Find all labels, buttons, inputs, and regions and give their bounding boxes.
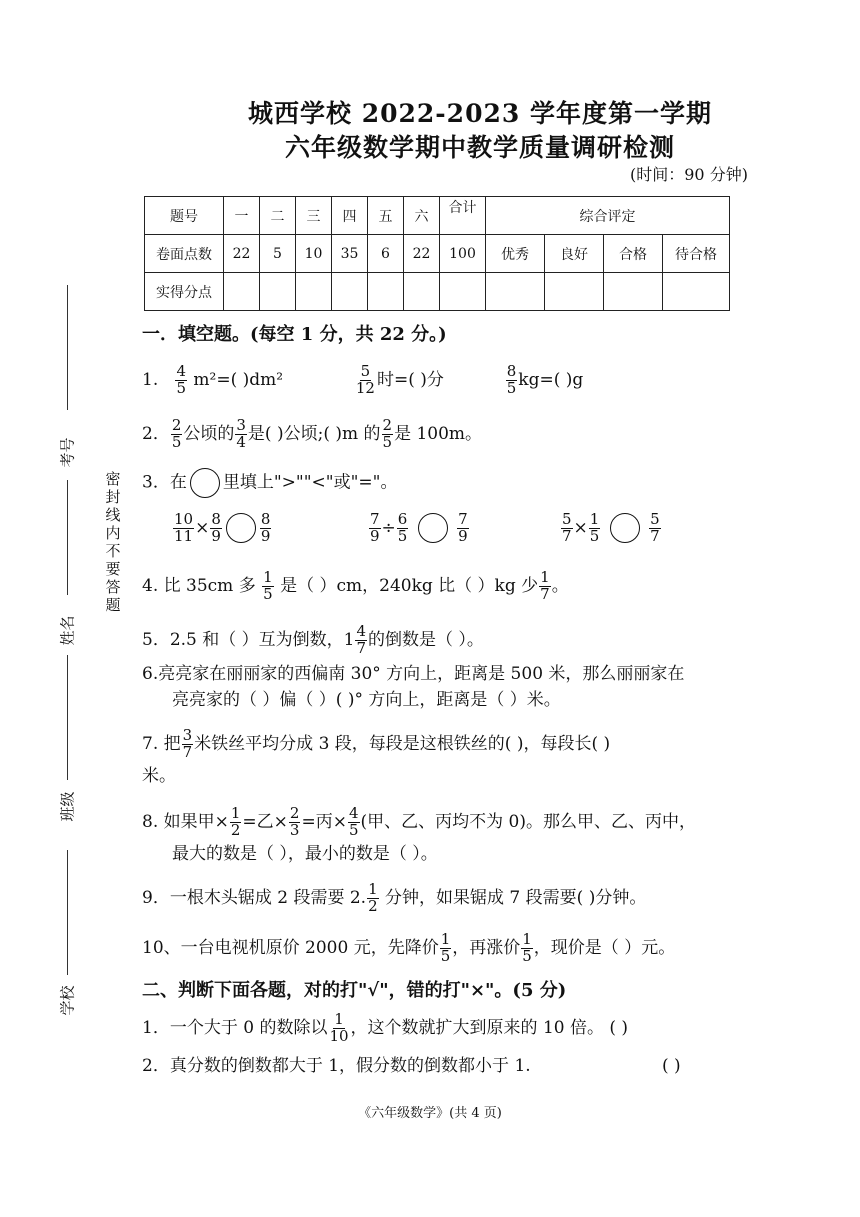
table-cell: 一 xyxy=(224,197,260,235)
fraction: $\frac{8}{5}$ xyxy=(506,362,517,397)
side-fill-line xyxy=(67,480,68,595)
question-text: 3．在 xyxy=(142,472,187,493)
seal-char: 不 xyxy=(105,542,121,560)
question-3 xyxy=(142,468,397,498)
compare-circle[interactable] xyxy=(610,513,640,543)
table-cell: 卷面点数 xyxy=(145,235,224,273)
question-4: 4. 比 35cm 多 $\frac{1}{5}$ 是（ ）cm，240kg 比（ ）kg 少 $\frac{1}{7}$ 。 xyxy=(142,568,569,603)
compare-circle-icon xyxy=(190,468,220,498)
question-6: 6.亮亮家在丽丽家的西偏南 30° 方向上，距离是 500 米，那么丽丽家在 xyxy=(142,664,685,684)
seal-char: 题 xyxy=(105,596,121,614)
table-cell: 题号 xyxy=(145,197,224,235)
side-label-school: 学校 xyxy=(58,985,77,1016)
question-text: kg=( )g xyxy=(518,369,584,390)
table-cell: 35 xyxy=(332,235,368,273)
table-row xyxy=(145,197,730,235)
question-9: 9．一根木头锯成 2 段需要 2. $\frac{1}{2}$ 分钟，如果锯成 7 段需要( )分钟。 xyxy=(142,880,647,915)
table-cell: 五 xyxy=(368,197,404,235)
table-cell: 二 xyxy=(260,197,296,235)
seal-char: 答 xyxy=(105,578,121,596)
table-cell: 六 xyxy=(404,197,440,235)
table-cell: 22 xyxy=(404,235,440,273)
question-number: 1. xyxy=(142,369,159,390)
question-8: 8. 如果甲× $\frac{1}{2}$ =乙× $\frac{2}{3}$ =丙× $\frac{4}{5}$ (甲、乙、丙均不为 0)。那么甲、乙、丙中， xyxy=(142,804,696,839)
page-footer: 《六年级数学》(共 4 页) xyxy=(358,1106,502,1121)
seal-char: 封 xyxy=(105,488,121,506)
compare-circle[interactable] xyxy=(418,513,448,543)
question-7: 7. 把 $\frac{3}{7}$ 米铁丝平均分成 3 段，每段是这根铁丝的( )，每段长( ) xyxy=(142,726,611,761)
fraction: $\frac{4}{5}$ xyxy=(176,362,186,397)
question-6-line2: 亮亮家的（ ）偏（ ）( )° 方向上，距离是（ ）米。 xyxy=(172,690,561,710)
table-cell: 三 xyxy=(296,197,332,235)
question-2 xyxy=(142,418,482,451)
score-input-cell[interactable] xyxy=(224,273,260,311)
question-text: 是 100m。 xyxy=(394,423,483,444)
question-10: 10、一台电视机原价 2000 元，先降价 $\frac{1}{5}$ ，再涨价 $\frac{1}{5}$ ，现价是（ ）元。 xyxy=(142,930,676,965)
fraction: $\frac{2}{5}$ xyxy=(382,416,393,451)
score-input-cell[interactable] xyxy=(260,273,296,311)
compare-circle[interactable] xyxy=(226,513,256,543)
seal-line-notice xyxy=(103,470,123,614)
table-row xyxy=(145,273,730,311)
table-cell: 100 xyxy=(440,235,486,273)
side-fill-line xyxy=(67,850,68,975)
table-cell: 22 xyxy=(224,235,260,273)
seal-char: 密 xyxy=(105,470,121,488)
score-input-cell[interactable] xyxy=(296,273,332,311)
section-title: 二、判断下面各题，对的打"√"，错的打"×"。(5 分) xyxy=(142,980,567,1001)
exam-title-line2: 六年级数学期中教学质量调研检测 xyxy=(284,133,675,162)
score-input-cell[interactable] xyxy=(663,273,730,311)
compare-expression: $\frac{5}{7}$ × $\frac{1}{5}$ $\frac{5}{7}$ xyxy=(562,510,660,545)
score-input-cell[interactable] xyxy=(604,273,663,311)
judge-2-answer-paren[interactable]: ( ) xyxy=(662,1056,681,1076)
table-cell: 合格 xyxy=(604,235,663,273)
table-cell: 5 xyxy=(260,235,296,273)
score-input-cell[interactable] xyxy=(545,273,604,311)
section-title: 一．填空题。(每空 1 分，共 22 分。) xyxy=(142,324,447,345)
time-note: (时间：90 分钟) xyxy=(630,165,748,184)
table-cell: 6 xyxy=(368,235,404,273)
side-label-class: 班级 xyxy=(58,791,77,822)
score-table xyxy=(144,196,730,311)
question-number: 2． xyxy=(142,423,170,444)
seal-char: 线 xyxy=(105,506,121,524)
judge-1: 1．一个大于 0 的数除以 $\frac{1}{10}$ ，这个数就扩大到原来的 10 倍。 ( ) xyxy=(142,1010,629,1045)
compare-expression: $\frac{7}{9}$ ÷ $\frac{6}{5}$ $\frac{7}{9}$ xyxy=(370,510,468,545)
question-text: 里填上">""<"或"="。 xyxy=(222,472,398,493)
table-cell: 合计 xyxy=(440,197,486,235)
compare-expression: $\frac{10}{11}$ × $\frac{8}{9}$ $\frac{8}{9}$ xyxy=(174,510,271,545)
question-1 xyxy=(142,364,583,397)
table-cell: 实得分点 xyxy=(145,273,224,311)
question-8-line2: 最大的数是（ ），最小的数是（ ）。 xyxy=(172,844,438,864)
exam-title-line1: 城西学校 2022-2023 学年度第一学期 xyxy=(248,99,712,128)
judge-2: 2．真分数的倒数都大于 1，假分数的倒数都小于 1. xyxy=(142,1056,531,1076)
question-text: 公顷的 xyxy=(183,423,235,444)
table-cell: 综合评定 xyxy=(486,197,730,235)
side-label-exam-no: 考号 xyxy=(58,437,77,468)
fraction: $\frac{5}{12}$ xyxy=(355,362,375,397)
score-input-cell[interactable] xyxy=(332,273,368,311)
score-input-cell[interactable] xyxy=(368,273,404,311)
question-text: m²=( )dm² xyxy=(193,369,284,390)
side-label-name: 姓名 xyxy=(58,615,77,646)
score-input-cell[interactable] xyxy=(440,273,486,311)
table-cell: 10 xyxy=(296,235,332,273)
seal-char: 内 xyxy=(105,524,121,542)
question-7-line2: 米。 xyxy=(142,766,176,786)
table-cell: 优秀 xyxy=(486,235,545,273)
side-fill-line xyxy=(67,285,68,410)
table-cell: 良好 xyxy=(545,235,604,273)
score-input-cell[interactable] xyxy=(486,273,545,311)
seal-char: 要 xyxy=(105,560,121,578)
side-fill-line xyxy=(67,655,68,780)
fraction: $\frac{3}{4}$ xyxy=(236,416,246,451)
score-input-cell[interactable] xyxy=(404,273,440,311)
table-cell: 四 xyxy=(332,197,368,235)
question-text: 时=( )分 xyxy=(376,369,444,390)
question-5: 5．2.5 和（ ）互为倒数，1 $\frac{4}{7}$ 的倒数是（ ）。 xyxy=(142,622,484,657)
fraction: $\frac{2}{5}$ xyxy=(171,416,182,451)
table-cell: 待合格 xyxy=(663,235,730,273)
table-row xyxy=(145,235,730,273)
question-text: 是( )公顷;( )m 的 xyxy=(247,423,381,444)
